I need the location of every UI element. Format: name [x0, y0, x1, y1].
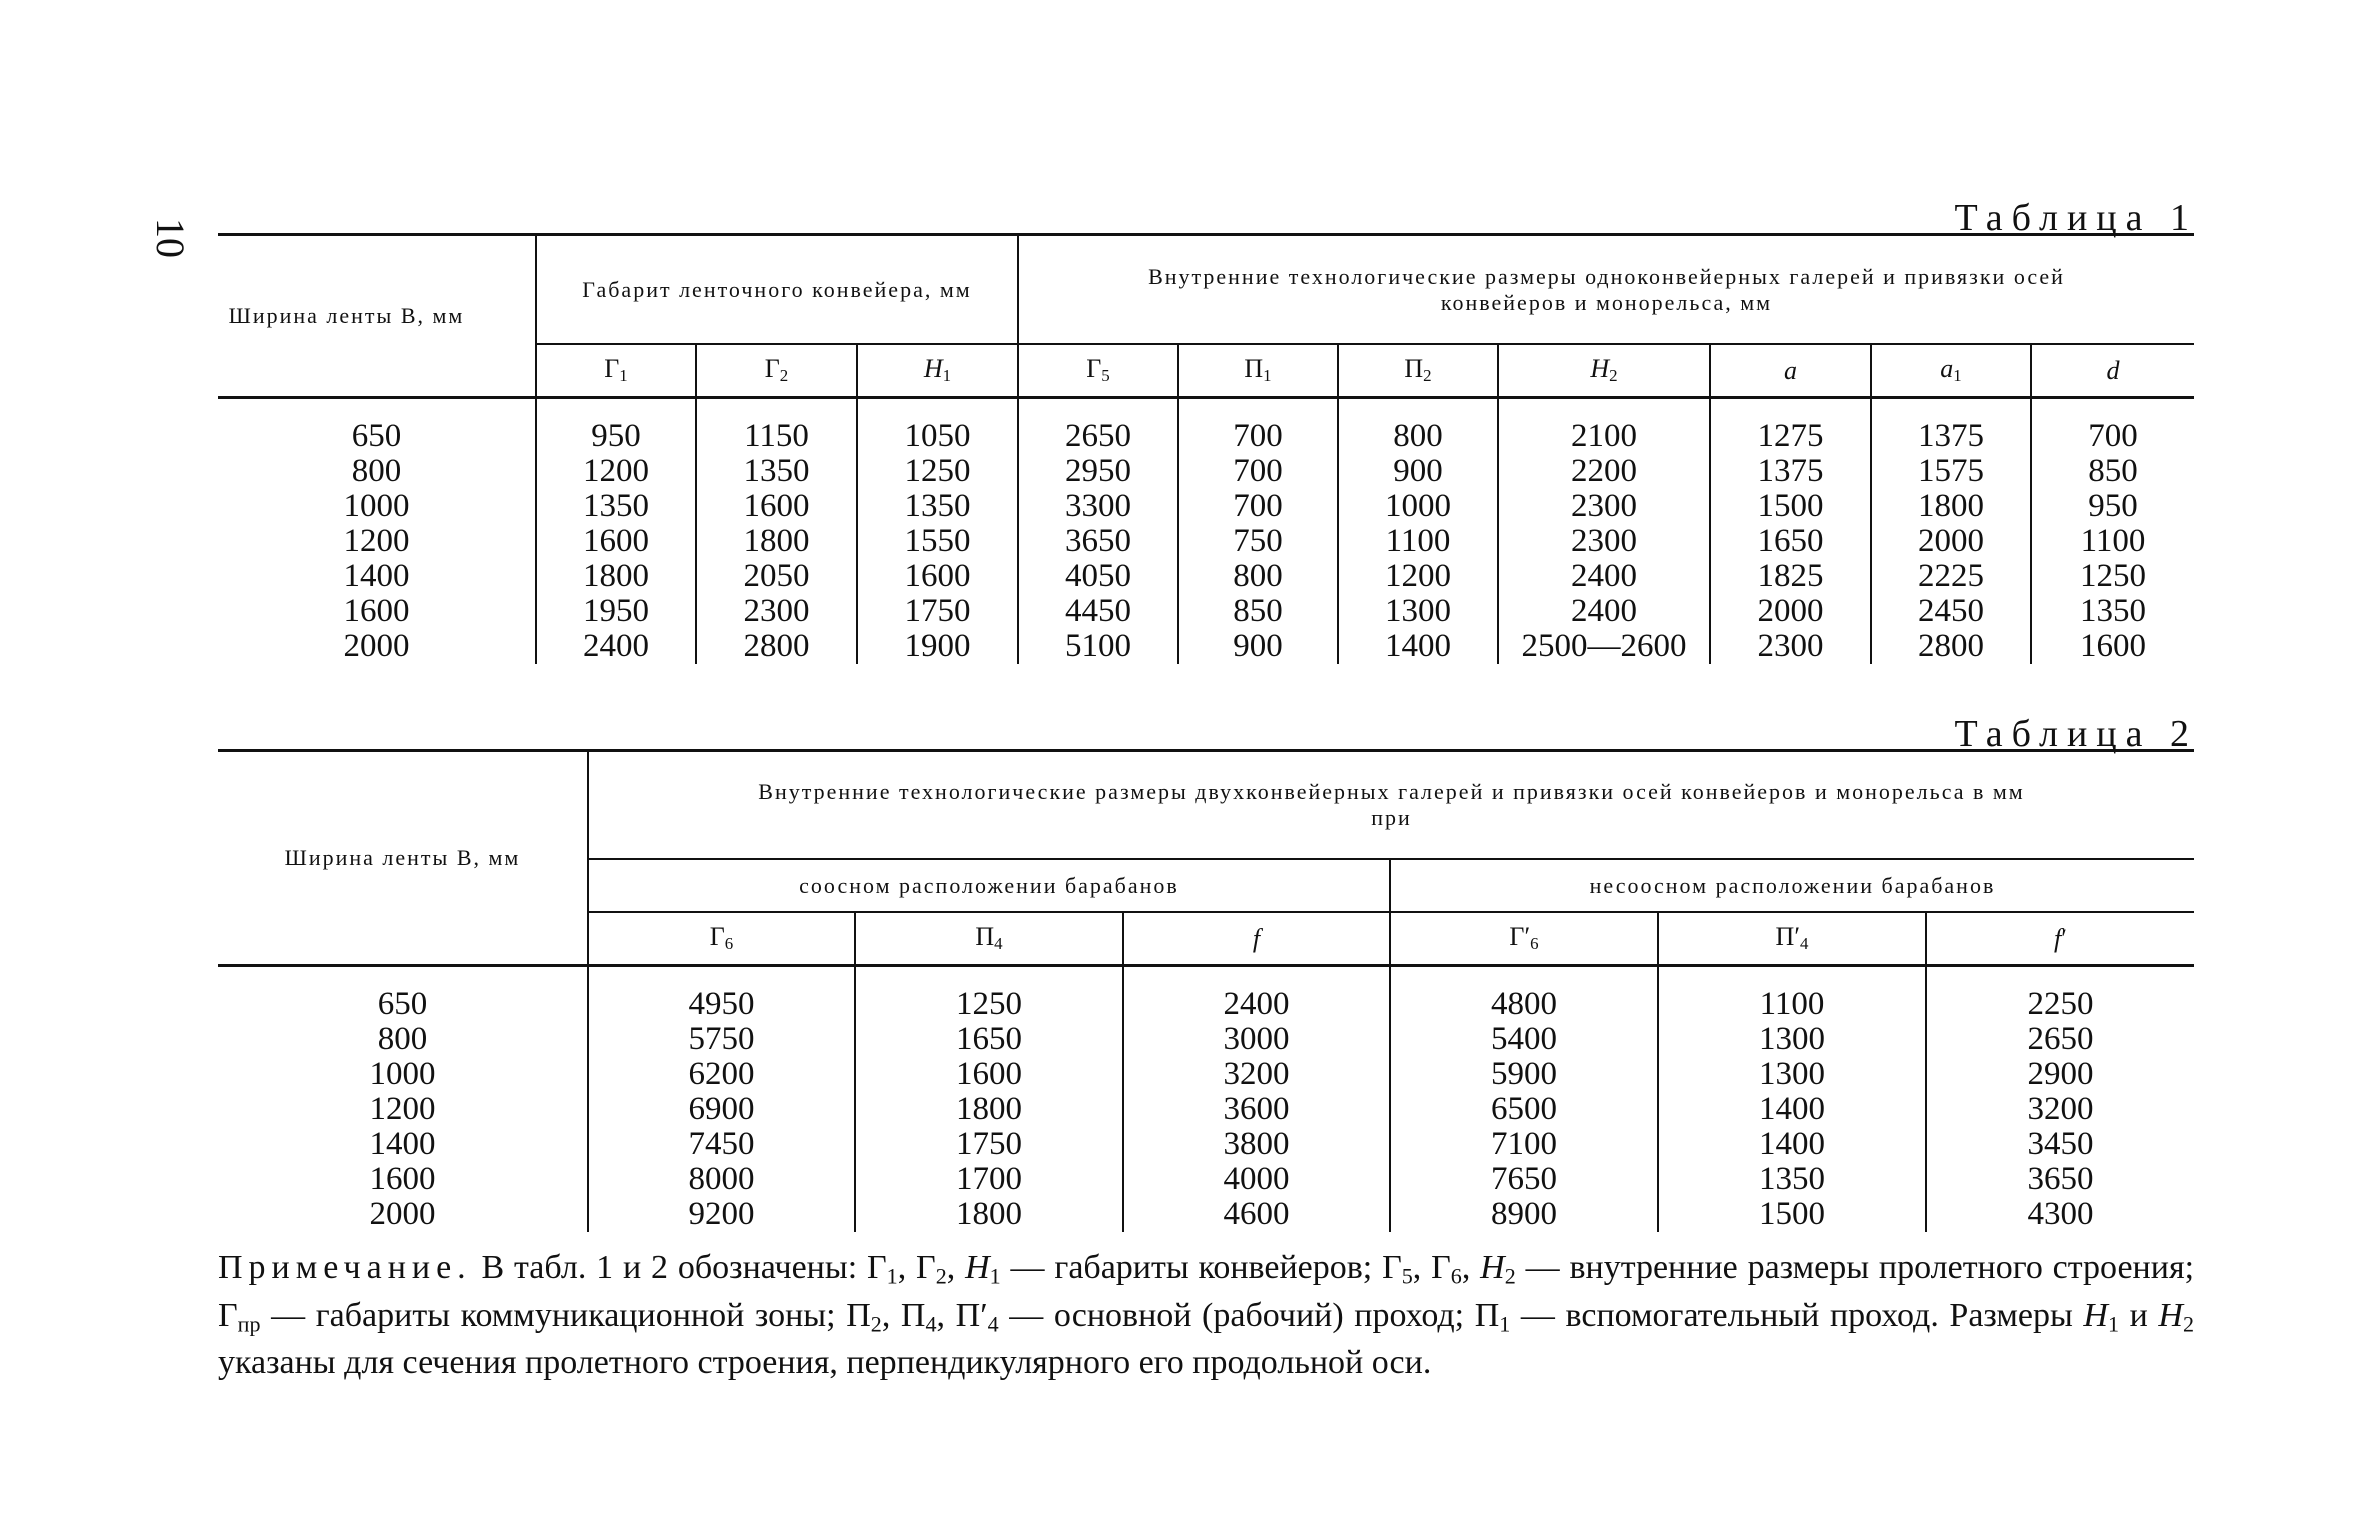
value-cell: 2000 [1871, 524, 2031, 559]
table2-caption: Таблица 2 [1954, 713, 2198, 755]
width-cell: 800 [377, 1021, 428, 1057]
value-cell: 1575 [1871, 454, 2031, 489]
value-cell: 7650 [1390, 1162, 1658, 1197]
value-cell: 1600 [857, 559, 1018, 594]
table-row [218, 594, 2194, 629]
value-cell: 2900 [1926, 1057, 2194, 1092]
table1-spacer [218, 398, 2194, 420]
value-cell: 1825 [1710, 559, 1871, 594]
value-cell: 2950 [1018, 454, 1178, 489]
width-cell: 800 [351, 453, 402, 489]
value-cell: 850 [1178, 594, 1338, 629]
value-cell: 1500 [1658, 1197, 1926, 1232]
symbol-header-cell [536, 344, 696, 398]
value-cell: 2100 [1498, 419, 1710, 454]
value-cell: 1650 [855, 1022, 1123, 1057]
value-cell: 900 [1338, 454, 1498, 489]
value-cell: 4300 [1926, 1197, 2194, 1232]
value-cell: 8000 [588, 1162, 855, 1197]
table1-group1-header: Габарит ленточного конвейера, мм [536, 235, 1018, 345]
width-cell: 1600 [369, 1161, 436, 1197]
table-row [218, 489, 2194, 524]
value-cell: 850 [2031, 454, 2194, 489]
value-cell: 1100 [1658, 987, 1926, 1022]
table1-caption: Таблица 1 [1954, 197, 2198, 239]
value-cell: 3600 [1123, 1092, 1390, 1127]
symbol-header-cell [696, 344, 857, 398]
value-cell: 4800 [1390, 987, 1658, 1022]
table2-noncoaxial-header: несоосном расположении барабанов [1390, 859, 2194, 912]
value-cell: 800 [1338, 419, 1498, 454]
symbol-base: H [1590, 354, 1610, 384]
symbol-base: f [2054, 923, 2062, 953]
table-row [218, 629, 2194, 664]
symbol-base: a [1940, 354, 1954, 384]
symbol-subscript: 1 [942, 366, 952, 386]
value-cell: 4050 [1018, 559, 1178, 594]
value-cell: 3300 [1018, 489, 1178, 524]
symbol-header-cell [1926, 912, 2194, 966]
value-cell: 8900 [1390, 1197, 1658, 1232]
symbol-prime: ′ [1794, 922, 1800, 952]
value-cell: 1750 [855, 1127, 1123, 1162]
value-cell: 1900 [857, 629, 1018, 664]
symbol-header-cell [1018, 344, 1178, 398]
value-cell: 2400 [536, 629, 696, 664]
width-cell: 1200 [369, 1091, 436, 1127]
value-cell: 3200 [1926, 1092, 2194, 1127]
table-row [218, 559, 2194, 594]
value-cell: 900 [1178, 629, 1338, 664]
note-label: Примечание. [218, 1249, 472, 1286]
symbol-base: Г [764, 354, 780, 384]
symbol-header-cell [2031, 344, 2194, 398]
table2-spacer [218, 966, 2194, 988]
symbol-base: П [975, 922, 995, 952]
value-cell: 3000 [1123, 1022, 1390, 1057]
value-cell: 7100 [1390, 1127, 1658, 1162]
value-cell: 4450 [1018, 594, 1178, 629]
width-cell: 1400 [343, 558, 410, 594]
value-cell: 2200 [1498, 454, 1710, 489]
value-cell: 2800 [1871, 629, 2031, 664]
value-cell: 3650 [1926, 1162, 2194, 1197]
value-cell: 1100 [2031, 524, 2194, 559]
value-cell: 4950 [588, 987, 855, 1022]
value-cell: 1350 [696, 454, 857, 489]
value-cell: 5400 [1390, 1022, 1658, 1057]
value-cell: 700 [1178, 489, 1338, 524]
symbol-base: Г [1086, 354, 1102, 384]
table-row [218, 1127, 2194, 1162]
value-cell: 1250 [2031, 559, 2194, 594]
symbol-header-cell [1338, 344, 1498, 398]
table2 [218, 749, 2194, 1232]
value-cell: 3200 [1123, 1057, 1390, 1092]
value-cell: 1300 [1338, 594, 1498, 629]
table2-width-header: Ширина ленты В, мм [218, 751, 588, 966]
value-cell: 1950 [536, 594, 696, 629]
table-note: Примечание. В табл. 1 и 2 обозначены: $Г_1$, $Г_2$, $H_1$ — габариты конвейеров; $Г_5$, $Г_6$, $H_2$ — внутренние размеры пролетного строения; $Г_{пр}$ — габариты коммуникационной зоны; $П_2$, $П_4$, $П'_4$ — основной (рабочий) проход; $П_1$ — вспомогательный проход. Размеры $H_1$ и $H_2$ указаны для сечения пролетного строения, перпендикулярного его продольной оси. [218, 1249, 2195, 1382]
value-cell: 6900 [588, 1092, 855, 1127]
symbol-base: П [1775, 922, 1795, 952]
value-cell: 2000 [1710, 594, 1871, 629]
symbol-base: H [923, 354, 943, 384]
table2-coaxial-header: соосном расположении барабанов [588, 859, 1390, 912]
value-cell: 2050 [696, 559, 857, 594]
symbol-header-cell [1390, 912, 1658, 966]
value-cell: 9200 [588, 1197, 855, 1232]
symbol-header-cell [857, 344, 1018, 398]
symbol-base: Г [604, 354, 620, 384]
value-cell: 1250 [855, 987, 1123, 1022]
symbol-header-cell [1123, 912, 1390, 966]
value-cell: 2225 [1871, 559, 2031, 594]
value-cell: 700 [1178, 454, 1338, 489]
value-cell: 950 [536, 419, 696, 454]
symbol-base: П [1404, 354, 1424, 384]
symbol-subscript: 6 [1530, 934, 1539, 954]
symbol-prime: ′ [2061, 923, 2067, 953]
value-cell: 1550 [857, 524, 1018, 559]
table2-group-header: Внутренние технологические размеры двухконвейерных галерей и привязки осей конвейеров и монорельса в мм при [588, 751, 2194, 860]
value-cell: 6500 [1390, 1092, 1658, 1127]
value-cell: 4000 [1123, 1162, 1390, 1197]
symbol-subscript: 6 [724, 934, 734, 954]
value-cell: 1350 [536, 489, 696, 524]
value-cell: 1375 [1710, 454, 1871, 489]
table-row [218, 1092, 2194, 1127]
value-cell: 1350 [857, 489, 1018, 524]
value-cell: 1800 [855, 1092, 1123, 1127]
symbol-subscript: 1 [619, 366, 628, 386]
value-cell: 700 [2031, 419, 2194, 454]
value-cell: 2300 [1498, 524, 1710, 559]
value-cell: 1800 [855, 1197, 1123, 1232]
value-cell: 1300 [1658, 1022, 1926, 1057]
symbol-base: f [1252, 923, 1261, 953]
table-row [218, 1162, 2194, 1197]
width-cell: 650 [377, 986, 428, 1022]
symbol-header-cell [1658, 912, 1926, 966]
value-cell: 3650 [1018, 524, 1178, 559]
symbol-header-cell [1871, 344, 2031, 398]
value-cell: 2400 [1498, 594, 1710, 629]
value-cell: 2400 [1498, 559, 1710, 594]
value-cell: 1750 [857, 594, 1018, 629]
symbol-subscript: 1 [1263, 366, 1272, 386]
value-cell: 2500—2600 [1498, 629, 1710, 664]
width-cell: 650 [351, 418, 402, 454]
value-cell: 2250 [1926, 987, 2194, 1022]
value-cell: 1200 [536, 454, 696, 489]
value-cell: 1600 [536, 524, 696, 559]
value-cell: 5100 [1018, 629, 1178, 664]
value-cell: 1800 [1871, 489, 2031, 524]
table-row [218, 987, 2194, 1022]
table-row [218, 1197, 2194, 1232]
value-cell: 2800 [696, 629, 857, 664]
table-row [218, 454, 2194, 489]
value-cell: 2400 [1123, 987, 1390, 1022]
value-cell: 1600 [2031, 629, 2194, 664]
value-cell: 3800 [1123, 1127, 1390, 1162]
value-cell: 2650 [1926, 1022, 2194, 1057]
value-cell: 2650 [1018, 419, 1178, 454]
width-cell: 1000 [369, 1056, 436, 1092]
value-cell: 1400 [1658, 1092, 1926, 1127]
value-cell: 750 [1178, 524, 1338, 559]
symbol-prime: ′ [1524, 922, 1531, 952]
value-cell: 6200 [588, 1057, 855, 1092]
width-cell: 2000 [369, 1196, 436, 1232]
value-cell: 2300 [696, 594, 857, 629]
symbol-header-cell [855, 912, 1123, 966]
value-cell: 800 [1178, 559, 1338, 594]
width-cell: 1000 [343, 488, 410, 524]
symbol-subscript: 1 [1953, 366, 1962, 386]
value-cell: 1400 [1338, 629, 1498, 664]
value-cell: 1350 [1658, 1162, 1926, 1197]
symbol-base: Г [709, 922, 725, 952]
symbol-subscript: 2 [779, 366, 789, 386]
value-cell: 2300 [1710, 629, 1871, 664]
value-cell: 2300 [1498, 489, 1710, 524]
table1-width-header: Ширина ленты В, мм [218, 235, 536, 398]
value-cell: 1350 [2031, 594, 2194, 629]
symbol-base: Г [1509, 922, 1525, 952]
width-cell: 1600 [343, 593, 410, 629]
value-cell: 1400 [1658, 1127, 1926, 1162]
table-row [218, 1022, 2194, 1057]
value-cell: 1375 [1871, 419, 2031, 454]
value-cell: 700 [1178, 419, 1338, 454]
value-cell: 7450 [588, 1127, 855, 1162]
page-number: 10 [148, 218, 193, 258]
table-row [218, 524, 2194, 559]
value-cell: 1300 [1658, 1057, 1926, 1092]
symbol-header-cell [588, 912, 855, 966]
value-cell: 5750 [588, 1022, 855, 1057]
table-row [218, 1057, 2194, 1092]
value-cell: 1100 [1338, 524, 1498, 559]
symbol-header-cell [1498, 344, 1710, 398]
value-cell: 1700 [855, 1162, 1123, 1197]
value-cell: 1600 [855, 1057, 1123, 1092]
value-cell: 1200 [1338, 559, 1498, 594]
table1-group2-header: Внутренние технологические размеры одноконвейерных галерей и привязки осей конвейеров и монорельса, мм [1018, 235, 2194, 345]
symbol-header-cell [1178, 344, 1338, 398]
table1 [218, 233, 2194, 664]
width-cell: 1400 [369, 1126, 436, 1162]
value-cell: 950 [2031, 489, 2194, 524]
symbol-subscript: 2 [1609, 366, 1618, 386]
value-cell: 1000 [1338, 489, 1498, 524]
value-cell: 3450 [1926, 1127, 2194, 1162]
value-cell: 1275 [1710, 419, 1871, 454]
value-cell: 1800 [536, 559, 696, 594]
symbol-subscript: 4 [994, 934, 1003, 954]
width-cell: 2000 [343, 628, 410, 664]
value-cell: 1650 [1710, 524, 1871, 559]
symbol-subscript: 4 [1800, 934, 1809, 954]
symbol-base: d [2106, 355, 2120, 385]
value-cell: 1600 [696, 489, 857, 524]
symbol-subscript: 2 [1423, 366, 1432, 386]
value-cell: 1050 [857, 419, 1018, 454]
symbol-base: П [1244, 354, 1264, 384]
value-cell: 1500 [1710, 489, 1871, 524]
symbol-header-cell [1710, 344, 1871, 398]
symbol-subscript: 5 [1101, 366, 1110, 386]
value-cell: 4600 [1123, 1197, 1390, 1232]
table-row [218, 419, 2194, 454]
symbol-base: a [1784, 355, 1797, 385]
value-cell: 5900 [1390, 1057, 1658, 1092]
width-cell: 1200 [343, 523, 410, 559]
value-cell: 2450 [1871, 594, 2031, 629]
value-cell: 1250 [857, 454, 1018, 489]
value-cell: 1150 [696, 419, 857, 454]
value-cell: 1800 [696, 524, 857, 559]
